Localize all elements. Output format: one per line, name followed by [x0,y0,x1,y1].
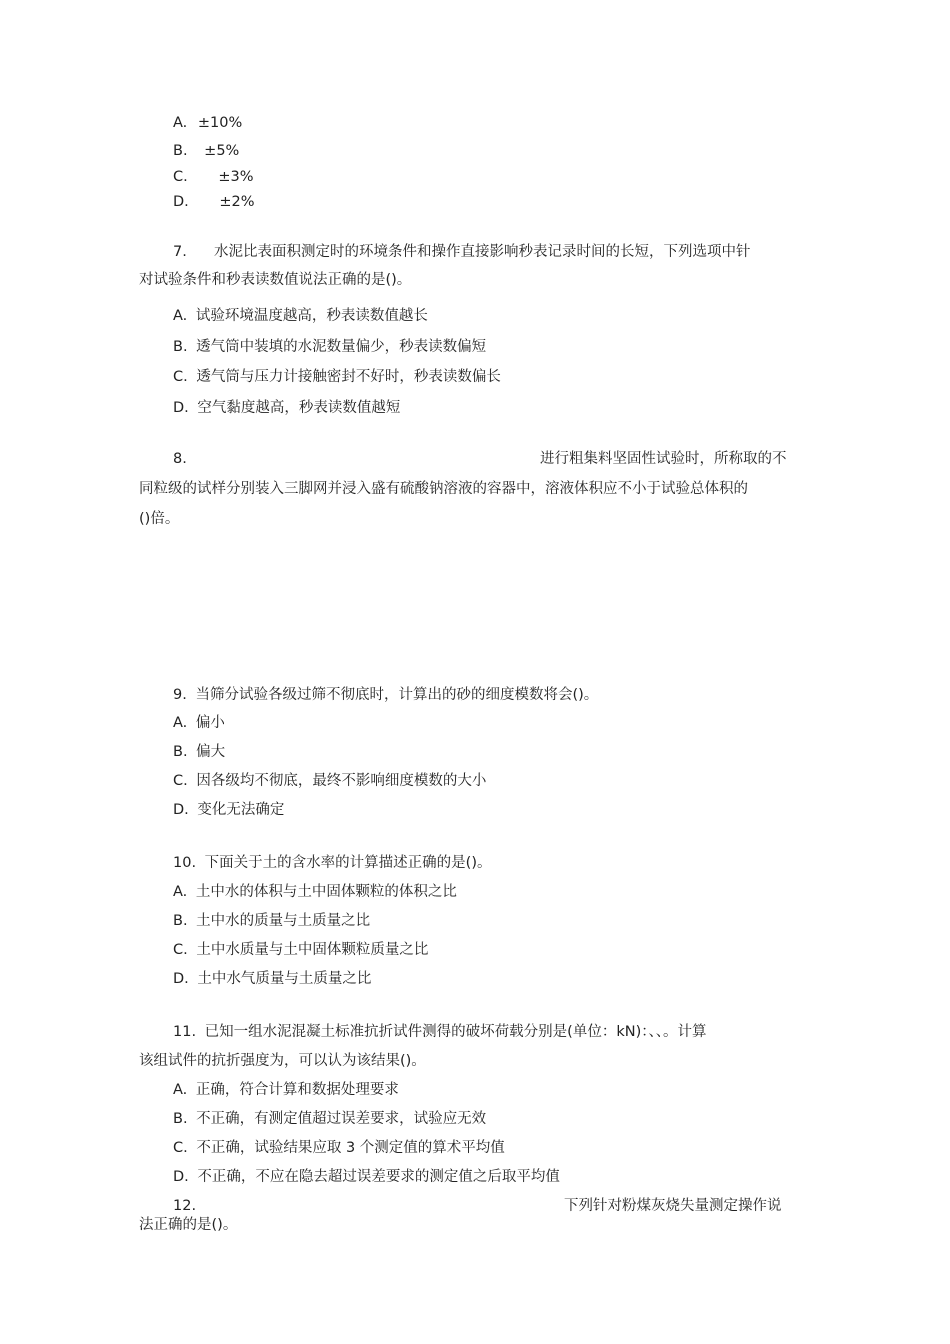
q7-number: 7. [173,244,187,260]
q10-option-b: B. 土中水的质量与土质量之比 [173,913,371,929]
q11-number: 11. [173,1024,197,1040]
q6-option-d: D. ±2% [173,194,255,210]
q7-option-d: D. 空气黏度越高，秒表读数值越短 [173,400,401,416]
q9-option-a: A. 偏小 [173,715,225,731]
q12-stem-line2: 法正确的是()。 [139,1217,238,1233]
q11-option-b: B. 不正确，有测定值超过误差要求，试验应无效 [173,1111,487,1127]
q9-option-c: C. 因各级均不彻底，最终不影响细度模数的大小 [173,773,487,789]
q8-number: 8. [173,451,187,467]
q10-option-a: A. 土中水的体积与土中固体颗粒的体积之比 [173,884,457,900]
q12-stem-line1: 下列针对粉煤灰烧失量测定操作说 [564,1198,782,1214]
q11-option-c: C. 不正确，试验结果应取 3 个测定值的算术平均值 [173,1140,505,1156]
q12-number: 12. [173,1198,197,1214]
q9-option-b: B. 偏大 [173,744,226,760]
q7-option-c: C. 透气筒与压力计接触密封不好时，秒表读数偏长 [173,369,501,385]
q7-option-b: B. 透气筒中装填的水泥数量偏少，秒表读数偏短 [173,339,487,355]
q7-stem-line2: 对试验条件和秒表读数值说法正确的是()。 [139,272,412,288]
q9-number: 9. [173,687,187,703]
q10-stem: 10. 下面关于土的含水率的计算描述正确的是()。 [173,855,492,871]
q11-stem-line1: 11. 已知一组水泥混凝土标准抗折试件测得的破坏荷载分别是(单位：kN)：、、。计算 [173,1024,707,1040]
q8-stem-line2: 同粒级的试样分别装入三脚网并浸入盛有硫酸钠溶液的容器中，溶液体积应不小于试验总体积的 [139,481,748,497]
q6-option-a: A. ±10% [173,115,243,131]
q7-option-a: A. 试验环境温度越高，秒表读数值越长 [173,308,428,324]
q11-option-a: A. 正确，符合计算和数据处理要求 [173,1082,399,1098]
q10-option-c: C. 土中水质量与土中固体颗粒质量之比 [173,942,429,958]
q7-stem-line1: 水泥比表面积测定时的环境条件和操作直接影响秒表记录时间的长短，下列选项中针 [214,244,751,260]
q9-stem: 9. 当筛分试验各级过筛不彻底时，计算出的砂的细度模数将会()。 [173,687,599,703]
q10-option-d: D. 土中水气质量与土质量之比 [173,971,372,987]
q6-option-c: C. ±3% [173,169,254,185]
q8-stem-line1: 进行粗集料坚固性试验时，所称取的不 [540,451,787,467]
q9-option-d: D. 变化无法确定 [173,802,285,818]
q6-option-b: B. ±5% [173,143,240,159]
q10-number: 10. [173,855,197,871]
q11-option-d: D. 不正确，不应在隐去超过误差要求的测定值之后取平均值 [173,1169,560,1185]
q11-stem-line2: 该组试件的抗折强度为，可以认为该结果()。 [139,1053,426,1069]
q8-stem-line3: ()倍。 [139,511,180,527]
